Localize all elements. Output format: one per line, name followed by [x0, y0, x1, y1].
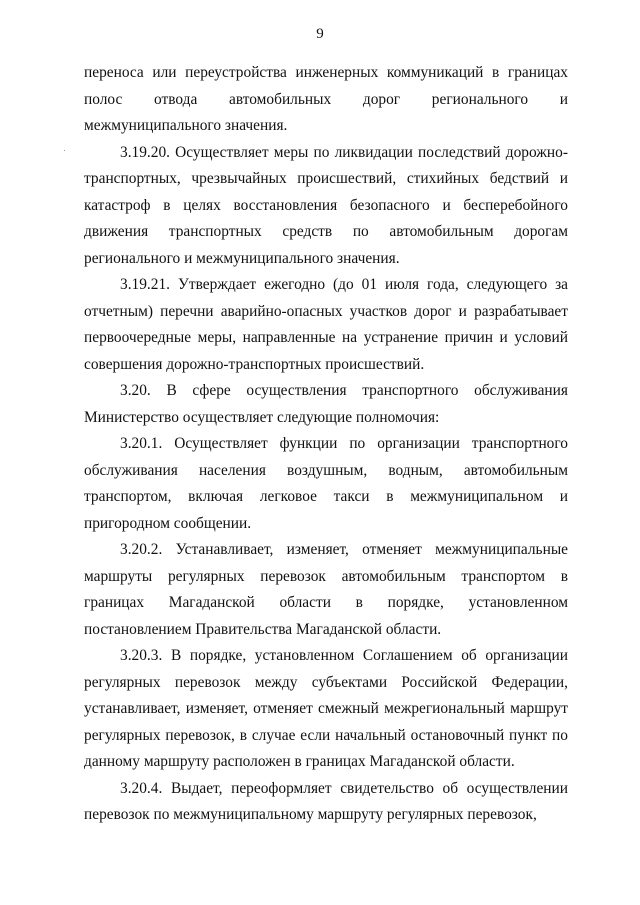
paragraph-3-20-1: 3.20.1. Осуществляет функции по организации транспортного обслуживания населения воздушным, водным, автомобильным транспортом, включая легковое такси в межмуниципальном и пригородном сообщении.	[84, 435, 568, 532]
scan-speck	[64, 150, 65, 151]
paragraph-3-20: 3.20. В сфере осуществления транспортного обслуживания Министерство осуществляет следующие полномочия:	[84, 382, 568, 426]
paragraph-3-20-2: 3.20.2. Устанавливает, изменяет, отменяет межмуниципальные маршруты регулярных перевозок автомобильным транспортом в границах Магаданской области в порядке, установленном постановлением Правительства Магаданской области.	[84, 541, 568, 638]
paragraph-continuation: переноса или переустройства инженерных коммуникаций в границах полос отвода автомобильных дорог регионального и межмуниципального значения.	[84, 64, 568, 134]
paragraph-3-20-4: 3.20.4. Выдает, переоформляет свидетельство об осуществлении перевозок по межмуниципальному маршруту регулярных перевозок,	[84, 779, 568, 823]
paragraph-3-20-3: 3.20.3. В порядке, установленном Соглашением об организации регулярных перевозок между субъектами Российской Федерации, устанавливает, изменяет, отменяет смежный межрегиональный маршрут регулярных перевозок, в случае если начальный остановочный пункт по данному маршруту расположен в границах Магаданской области.	[84, 647, 568, 770]
paragraph-3-19-21: 3.19.21. Утверждает ежегодно (до 01 июля года, следующего за отчетным) перечни аварийно-опасных участков дорог и разрабатывает первоочередные меры, направленные на устранение причин и условий совершения дорожно-транспортных происшествий.	[84, 276, 568, 373]
document-body	[84, 60, 568, 829]
paragraph-3-19-20: 3.19.20. Осуществляет меры по ликвидации последствий дорожно-транспортных, чрезвычайных происшествий, стихийных бедствий и катастроф в целях восстановления безопасного и бесперебойного движения транспортных средств по автомобильным дорогам регионального и межмуниципального значения.	[84, 143, 568, 267]
page-number: 9	[316, 26, 324, 42]
